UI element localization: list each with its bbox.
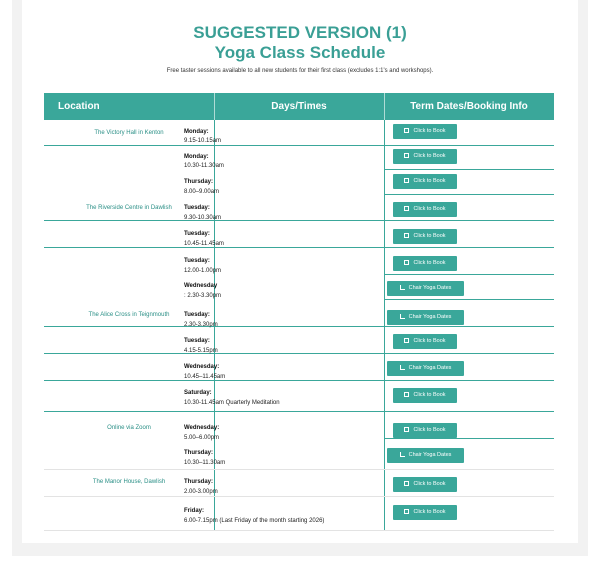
session-time: 10.45-11.45am xyxy=(184,241,224,247)
session-day: Thursday: xyxy=(184,450,214,456)
book-button-label: Click to Book xyxy=(413,427,446,433)
row-divider xyxy=(44,326,554,327)
calendar-icon xyxy=(404,338,409,343)
book-button[interactable] xyxy=(393,124,457,139)
book-button[interactable] xyxy=(393,505,457,520)
row-divider xyxy=(44,220,554,221)
book-button[interactable] xyxy=(393,149,457,164)
page-title-line1: SUGGESTED VERSION (1) xyxy=(193,23,407,42)
chair-icon xyxy=(400,285,405,290)
session-day: Monday: xyxy=(184,129,209,135)
book-button-label: Click to Book xyxy=(413,153,446,159)
session-day: Tuesday: xyxy=(184,338,210,344)
session-day: Wednesday: xyxy=(184,364,220,370)
row-divider xyxy=(384,194,554,195)
session-time: : 2.30-3.30pm xyxy=(184,293,222,299)
row-divider xyxy=(44,530,554,531)
session-day: Tuesday: xyxy=(184,258,210,264)
chair-yoga-dates-button[interactable] xyxy=(387,281,464,296)
row-divider xyxy=(44,496,554,497)
table-header xyxy=(44,93,554,120)
calendar-icon xyxy=(404,233,409,238)
book-button-label: Click to Book xyxy=(413,392,446,398)
book-button-label: Click to Book xyxy=(413,206,446,212)
calendar-icon xyxy=(404,427,409,432)
calendar-icon xyxy=(404,128,409,133)
column-header-booking: Term Dates/Booking Info xyxy=(410,101,528,112)
book-button[interactable] xyxy=(393,174,457,189)
location-label: The Alice Cross in Teignmouth xyxy=(88,312,170,318)
session-time: 9.15-10.15am xyxy=(184,138,222,144)
row-divider xyxy=(44,469,554,470)
session-time: 9.30-10.30am xyxy=(184,215,222,221)
book-button-label: Click to Book xyxy=(413,178,446,184)
book-button-label: Click to Book xyxy=(413,509,446,515)
chair-yoga-dates-button[interactable] xyxy=(387,448,464,463)
chair-icon xyxy=(400,314,405,319)
session-cell xyxy=(171,333,339,354)
row-divider xyxy=(44,145,554,146)
chair-icon xyxy=(400,452,405,457)
session-time: 2.00-3.00pm xyxy=(184,489,218,495)
session-day: Wednesday xyxy=(184,283,218,289)
chair-button-label: Chair Yoga Dates xyxy=(408,452,452,458)
page-subtitle: Free taster sessions available to all new students for their first class (excludes 1:1's and workshops). xyxy=(166,68,434,74)
session-day: Tuesday: xyxy=(184,205,210,211)
calendar-icon xyxy=(404,178,409,183)
row-divider xyxy=(44,247,554,248)
header-divider xyxy=(384,93,385,120)
chair-icon xyxy=(400,365,405,370)
book-button-label: Click to Book xyxy=(413,481,446,487)
chair-button-label: Chair Yoga Dates xyxy=(408,314,452,320)
book-button-label: Click to Book xyxy=(413,260,446,266)
session-cell xyxy=(171,149,339,170)
session-day: Thursday: xyxy=(184,179,214,185)
location-label: Online via Zoom xyxy=(107,425,151,431)
calendar-icon xyxy=(404,392,409,397)
row-divider xyxy=(44,380,554,381)
book-button[interactable] xyxy=(393,388,457,403)
book-button[interactable] xyxy=(393,334,457,349)
session-day: Wednesday: xyxy=(184,425,220,431)
session-cell xyxy=(171,226,339,247)
session-day: Friday: xyxy=(184,508,205,514)
calendar-icon xyxy=(404,260,409,265)
session-time: 5.00–6.00pm xyxy=(184,435,220,441)
session-time: 10.30–11.30am xyxy=(184,460,226,466)
session-cell xyxy=(171,124,339,145)
chair-button-label: Chair Yoga Dates xyxy=(408,285,452,291)
chair-button-label: Chair Yoga Dates xyxy=(408,365,452,371)
session-cell xyxy=(171,384,339,412)
book-button[interactable] xyxy=(393,202,457,217)
book-button-label: Click to Book xyxy=(413,338,446,344)
row-divider xyxy=(384,169,554,170)
session-time: 10.30-11.45am Quarterly Meditation xyxy=(184,400,280,406)
location-label: The Manor House, Dawlish xyxy=(92,479,166,485)
session-time: 10.45–11.45am xyxy=(184,374,226,380)
location-label: The Victory Hall in Kenton xyxy=(94,130,164,136)
calendar-icon xyxy=(404,481,409,486)
page-title-line2: Yoga Class Schedule xyxy=(214,43,386,62)
session-day: Saturday: xyxy=(184,390,212,396)
session-cell xyxy=(171,253,339,274)
chair-yoga-dates-button[interactable] xyxy=(387,361,464,376)
book-button[interactable] xyxy=(393,423,457,438)
book-button-label: Click to Book xyxy=(413,233,446,239)
session-time: 10.30-11.30am xyxy=(184,163,224,169)
row-divider xyxy=(384,438,554,439)
session-time: 6.00-7.15pm (Last Friday of the month starting 2026) xyxy=(184,518,325,524)
calendar-icon xyxy=(404,206,409,211)
chair-yoga-dates-button[interactable] xyxy=(387,310,464,325)
session-time: 2.30-3.30pm xyxy=(184,322,218,328)
book-button[interactable] xyxy=(393,477,457,492)
session-day: Tuesday: xyxy=(184,312,210,318)
location-label: The Riverside Centre in Dawlish xyxy=(86,205,172,211)
row-divider xyxy=(384,299,554,300)
column-header-days-times: Days/Times xyxy=(271,101,327,112)
session-day: Tuesday: xyxy=(184,231,210,237)
column-header-location: Location xyxy=(58,101,100,112)
session-day: Thursday: xyxy=(184,479,214,485)
book-button[interactable] xyxy=(393,229,457,244)
calendar-icon xyxy=(404,509,409,514)
session-time: 8.00–9.00am xyxy=(184,189,220,195)
book-button-label: Click to Book xyxy=(413,128,446,134)
row-divider xyxy=(384,274,554,275)
session-day: Monday: xyxy=(184,154,209,160)
book-button[interactable] xyxy=(393,256,457,271)
calendar-icon xyxy=(404,153,409,158)
session-time: 4.15-5.15pm xyxy=(184,348,218,354)
session-time: 12.00-1.00pm xyxy=(184,268,222,274)
header-divider xyxy=(214,93,215,120)
